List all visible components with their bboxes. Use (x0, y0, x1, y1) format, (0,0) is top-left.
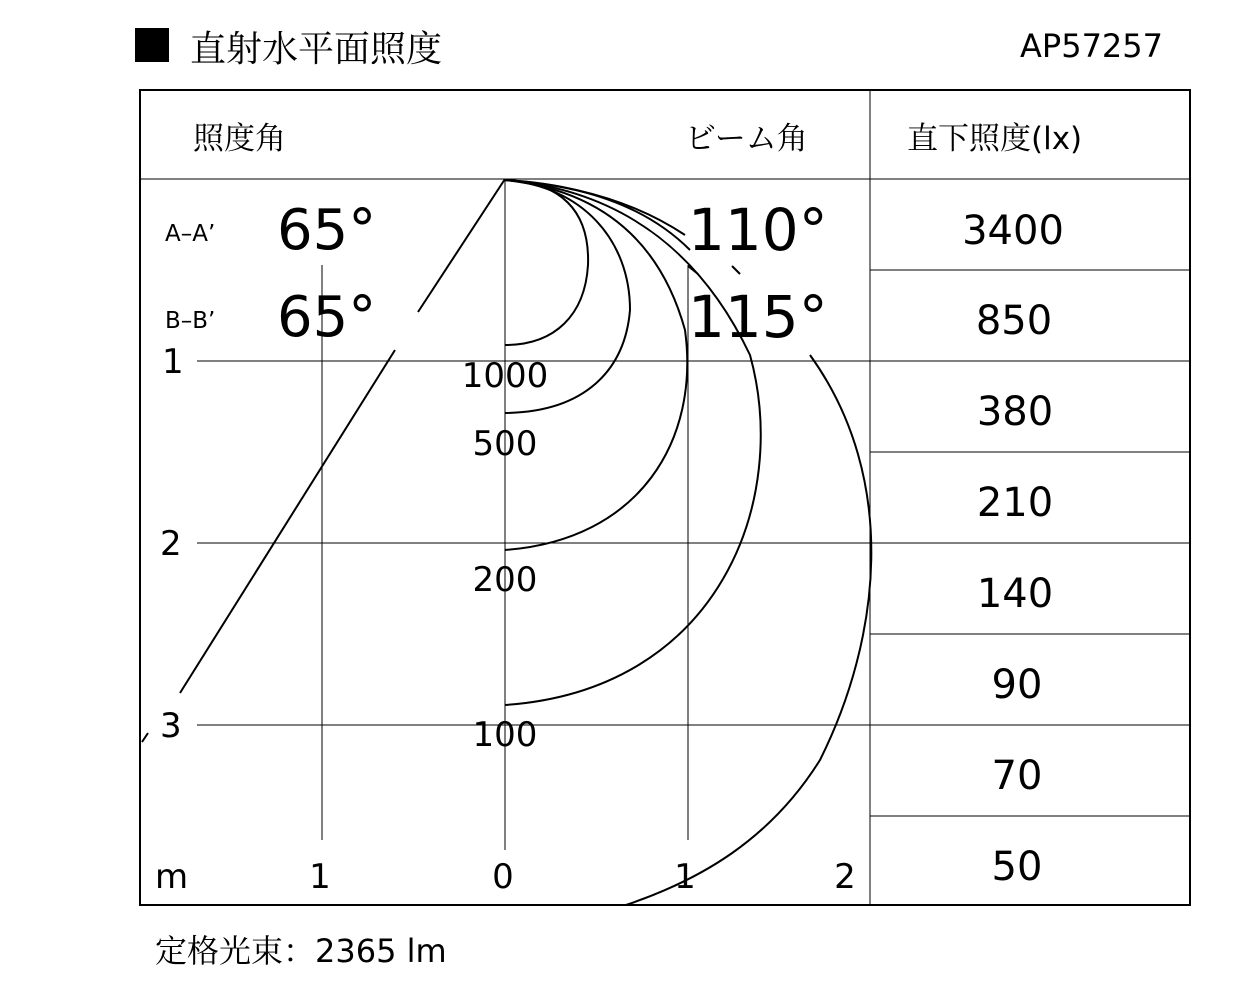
illum-angle-line-lower (180, 350, 395, 693)
lux-value: 70 (991, 753, 1043, 799)
page-title: 直射水平面照度 (190, 29, 443, 70)
isolux-curve-1000 (505, 180, 588, 345)
illum-angle-line (418, 179, 505, 312)
illum-angle-line-tail (142, 733, 148, 742)
lux-value: 380 (976, 389, 1054, 435)
y-tick-3: 3 (160, 706, 182, 746)
lux-value: 210 (976, 480, 1054, 526)
beam-value-a: 110° (688, 196, 828, 264)
y-tick-2: 2 (160, 524, 182, 564)
isolux-label-500: 500 (472, 424, 538, 464)
lux-value: 3400 (962, 208, 1064, 254)
lux-value: 90 (991, 662, 1043, 708)
lux-table-lines (870, 270, 1190, 816)
rated-luminous-flux: 定格光束：2365 lm (155, 932, 447, 970)
title-square-icon (135, 28, 169, 62)
isolux-label-1000: 1000 (461, 356, 549, 396)
beam-value-b: 115° (688, 283, 828, 351)
header-illum-angle: 照度角 (193, 121, 286, 157)
isolux-label-200: 200 (472, 560, 538, 600)
isolux-curve-outer (626, 355, 871, 905)
x-tick-left-1: 1 (309, 857, 331, 897)
lux-table (962, 208, 1064, 890)
lux-value: 850 (975, 298, 1053, 344)
angle-value-b: 65° (277, 285, 377, 350)
x-tick-right-2: 2 (834, 857, 856, 897)
lux-value: 140 (976, 571, 1054, 617)
isolux-curve-tick-1 (688, 266, 698, 274)
x-tick-right-1: 1 (674, 857, 696, 897)
lux-value: 50 (991, 844, 1043, 890)
x-tick-0: 0 (492, 857, 514, 897)
model-number: AP57257 (1020, 27, 1163, 65)
isolux-label-100: 100 (472, 715, 538, 755)
isolux-curve-tick-2 (732, 266, 740, 274)
angle-value-a: 65° (277, 198, 377, 263)
header-beam-angle: ビーム角 (685, 121, 808, 157)
angle-label-b: B–B’ (165, 308, 216, 334)
header-lux-under: 直下照度(lx) (907, 121, 1083, 157)
axis-unit: m (155, 857, 189, 897)
angle-label-a: A–A’ (165, 221, 216, 247)
y-tick-1: 1 (162, 342, 184, 382)
